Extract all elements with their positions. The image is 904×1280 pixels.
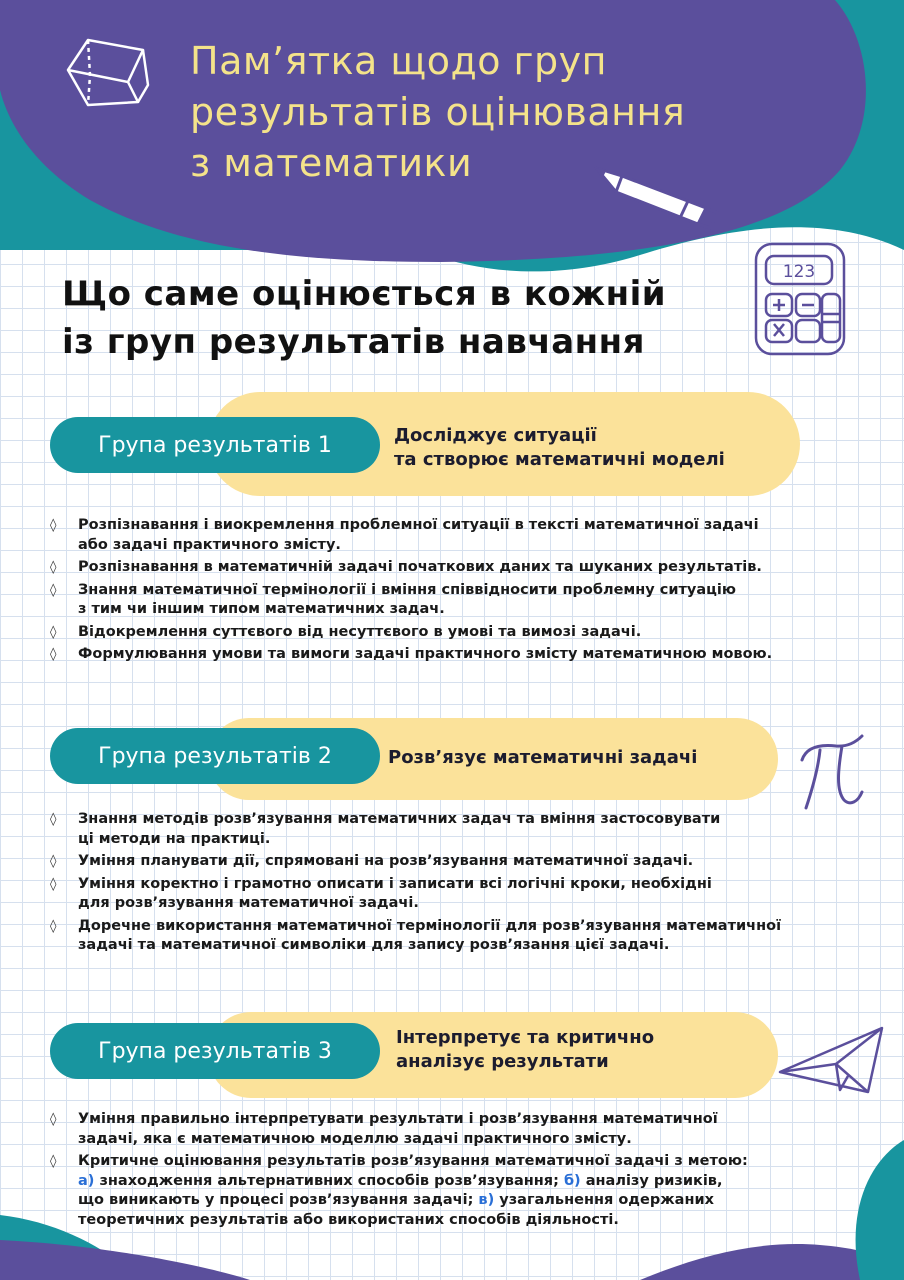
list-item	[48, 1110, 848, 1149]
list-item-line: або задачі практичного змісту.	[78, 536, 341, 553]
marker-a: а)	[78, 1172, 95, 1189]
group-1-label: Група результатів 1	[50, 417, 380, 473]
group-description-line: Розв’язує математичні задачі	[388, 747, 698, 768]
list-item-line: ◊ Формулювання умови та вимоги задачі практичного змісту математичною мовою.	[78, 646, 773, 662]
group-description-line: Досліджує ситуації	[394, 425, 597, 446]
pi-icon	[796, 730, 868, 818]
list-item-line: теоретичних результатів або використаних способів діяльності.	[78, 1211, 619, 1228]
purple-bottom-wave	[0, 1240, 904, 1280]
group-description-line: аналізує результати	[396, 1051, 609, 1072]
group-2-list	[48, 810, 848, 959]
list-item-line	[78, 1172, 848, 1192]
page-title-line: результатів оцінювання	[190, 90, 686, 134]
page-title	[190, 36, 790, 189]
list-item	[48, 558, 848, 578]
list-item-line: ◊ Відокремлення суттєвого від несуттєвого в умові та вимозі задачі.	[78, 623, 642, 640]
list-item-line: ◊ Доречне використання математичної термінології для розв’язування математичної	[78, 917, 782, 934]
group-description-line: Інтерпретує та критично	[396, 1027, 655, 1048]
list-item	[48, 917, 848, 956]
paper-plane-icon	[776, 1020, 888, 1100]
page-title-line: з математики	[190, 141, 473, 185]
list-item	[48, 516, 848, 555]
teal-bottom-right-wave	[856, 1140, 904, 1280]
list-item	[48, 1152, 848, 1230]
group-2-description	[388, 746, 768, 770]
list-item	[48, 852, 848, 872]
marker-a-text: знаходження альтернативних способів розв’язування;	[94, 1172, 564, 1189]
list-item-line	[78, 1191, 848, 1211]
line3-text: що виникають у процесі розв’язування задачі;	[78, 1192, 479, 1208]
list-item-line: ◊ Уміння коректно і грамотно описати і записати всі логічні кроки, необхідні	[78, 875, 712, 892]
list-item-line: ◊ Уміння планувати дії, спрямовані на розв’язування математичної задачі.	[78, 853, 694, 869]
marker-c: в)	[478, 1192, 495, 1208]
section-heading-line: Що саме оцінюється в кожній	[62, 274, 667, 314]
group-3-label: Група результатів 3	[50, 1023, 380, 1079]
group-3-list	[48, 1110, 848, 1233]
list-item	[48, 645, 848, 665]
list-item-line: ці методи на практиці.	[78, 830, 271, 847]
group-description-line: та створює математичні моделі	[394, 449, 725, 470]
list-item-line: задачі, яка є математичною моделлю задачі практичного змісту.	[78, 1130, 632, 1147]
marker-c-text: узагальнення одержаних	[494, 1192, 714, 1208]
cube-icon	[58, 30, 158, 112]
group-1-list	[48, 516, 848, 668]
section-heading	[62, 270, 762, 366]
list-item-line: ◊ Критичне оцінювання результатів розв’язування математичної задачі з метою:	[78, 1153, 748, 1169]
list-item	[48, 623, 848, 643]
group-1-description	[394, 424, 784, 472]
list-item-line: ◊ Знання математичної термінології і вміння співвідносити проблемну ситуацію	[78, 581, 736, 598]
list-item-line: ◊ Розпізнавання в математичній задачі початкових даних та шуканих результатів.	[78, 559, 762, 575]
list-item-line: для розв’язування математичної задачі.	[78, 895, 419, 911]
list-item-line: ◊ Уміння правильно інтерпретувати результати і розв’язування математичної	[78, 1111, 718, 1127]
list-item-line: з тим чи іншим типом математичних задач.	[78, 601, 445, 617]
section-heading-line: із груп результатів навчання	[62, 322, 645, 362]
group-3-description	[396, 1026, 766, 1074]
list-item-line: ◊ Знання методів розв’язування математичних задач та вміння застосовувати	[78, 811, 721, 827]
list-item	[48, 810, 848, 849]
calculator-icon	[752, 240, 848, 358]
list-item-line: ◊ Розпізнавання і виокремлення проблемної ситуації в тексті математичної задачі	[78, 517, 759, 533]
list-item	[48, 581, 848, 620]
list-item	[48, 875, 848, 914]
marker-b-text: аналізу ризиків,	[580, 1172, 723, 1189]
marker-b: б)	[563, 1172, 581, 1189]
calculator-display-text: 123	[782, 262, 816, 282]
list-item-line: задачі та математичної символіки для запису розв’язання цієї задачі.	[78, 937, 670, 953]
group-2-label: Група результатів 2	[50, 728, 380, 784]
page-title-line: Пам’ятка щодо груп	[190, 39, 607, 83]
